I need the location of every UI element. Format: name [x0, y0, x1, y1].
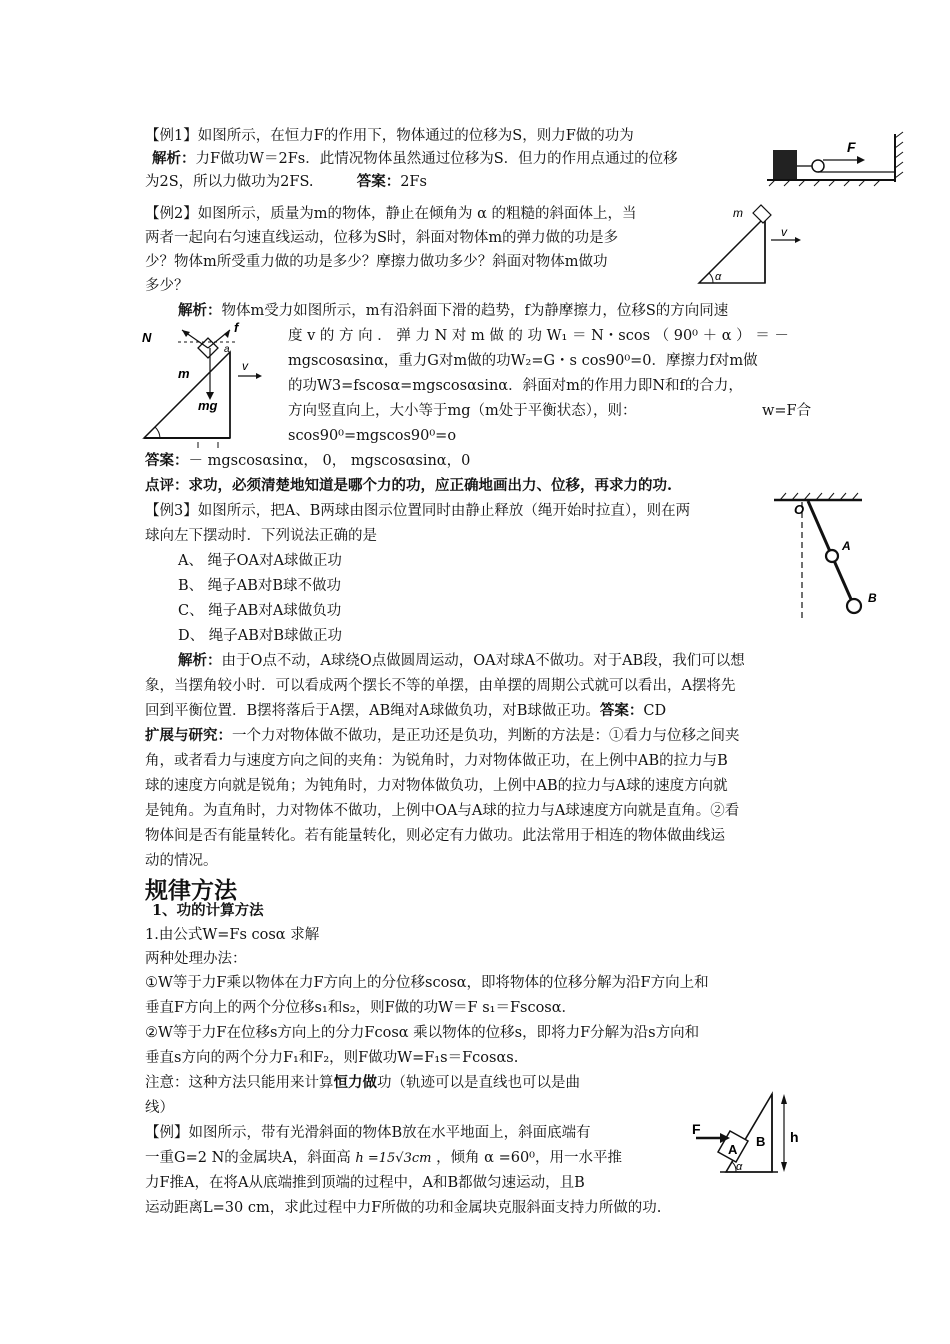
ex3-figure: [768, 488, 893, 628]
angle-label: α: [736, 1161, 743, 1173]
ex2-solution-1: [178, 300, 728, 322]
angle-mark-label: a: [224, 344, 230, 355]
ex1-question: 【例1】如图所示，在恒力F的作用下，物体通过的位移为S，则力F做的功为: [145, 128, 634, 144]
ex2-question-4: 多少？: [145, 278, 189, 294]
answer-label: 答案：: [356, 173, 401, 190]
method-line-2: 两种处理办法：: [145, 951, 247, 967]
velocity-label: v: [781, 225, 787, 239]
method-line-6: 垂直s方向的两个分力F₁和F₂，则F做功W=F₁s＝Fcosαs.: [145, 1050, 519, 1066]
body-b-label: B: [756, 1134, 766, 1149]
ex4-question-2: [145, 1147, 622, 1170]
ext-text: 一个力对物体做不做功，是正功还是负功，判断的方法是：①看力与位移之间夹: [232, 728, 740, 744]
ex4-figure: [690, 1090, 830, 1180]
ex3-option-b: B、 绳子AB对B球不做功: [178, 578, 342, 594]
method-line-3: ①W等于力F乘以物体在力F方向上的分位移scosα，即将物体的位移分解为沿F方向上和: [145, 975, 709, 991]
height-label: h: [790, 1129, 799, 1145]
force-label: F: [692, 1121, 701, 1137]
ex2-answer: [145, 450, 470, 472]
ex3-option-c: C、 绳子AB对A球做负功: [178, 603, 342, 619]
answer-label: 答案：: [145, 452, 189, 469]
question-text: ，倾角 α =60⁰，用一水平推: [436, 1150, 622, 1166]
velocity-label: v: [242, 359, 248, 373]
ex2-question-3: 少？物体m所受重力做的功是多少？摩擦力做功多少？斜面对物体m做功: [145, 254, 608, 270]
angle-label: α: [715, 271, 722, 283]
ex4-question-4: 运动距离L=30 cm，求此过程中力F所做的功和金属块克服斜面支持力所做的功.: [145, 1200, 662, 1216]
answer-text: － mgscosαsinα， 0， mgscosαsinα，0: [188, 453, 471, 469]
ex3-solution-1: [178, 650, 745, 672]
note-line-2: 线）: [145, 1100, 174, 1116]
solution-label: 解析：: [178, 652, 222, 669]
note-text: 功（轨迹可以是直线也可以是曲: [377, 1075, 580, 1091]
ex3-option-a: A、 绳子OA对A球做正功: [178, 553, 342, 569]
ex2-comment: 点评：求功，必须清楚地知道是哪个力的功，应正确地画出力、位移，再求力的功.: [145, 477, 673, 494]
ext-line-3: 球的速度方向就是锐角；为钝角时，力对物体做负功，上例中AB的拉力与A球的速度方向就: [145, 778, 728, 794]
method-line-5: ②W等于力F在位移s方向上的分力Fcosα 乘以物体的位移s，即将力F分解为沿s方向和: [145, 1025, 700, 1041]
ex2-solution-5: 方向竖直向上，大小等于mg（m处于平衡状态），则：: [288, 403, 637, 419]
ex2-solution-6: scos90⁰=mgscos90⁰=o: [288, 428, 457, 444]
solution-text: 回到平衡位置．B摆将落后于A摆，AB绳对A球做负功，对B球做正功。: [145, 703, 600, 719]
ex2-solution-2: 度 v 的 方 向 ． 弹 力 N 对 m 做 的 功 W₁ ＝ N・scos （ 90⁰ ＋ α ） ＝ －: [288, 328, 789, 344]
method-line-1: 1.由公式W=Fs cosα 求解: [145, 927, 320, 943]
solution-label: 解析：: [178, 302, 222, 319]
ex1-figure: [765, 128, 915, 190]
ball-a-label: A: [842, 539, 851, 553]
ex2-question-2: 两者一起向右匀速直线运动，位移为S时，斜面对物体m的弹力做的功是多: [145, 230, 619, 246]
block-a-label: A: [728, 1142, 738, 1157]
answer-text: CD: [643, 703, 667, 719]
ex2-force-figure: [138, 320, 283, 450]
solution-text: 物体m受力如图所示，m有沿斜面下滑的趋势，f为静摩擦力，位移S的方向同速: [221, 303, 729, 319]
ex2-solution-4: 的功W3=fscosα=mgscosαsinα．斜面对m的作用力即N和f的合力，: [288, 378, 743, 394]
ex4-question-3: 力F推A，在将A从底端推到顶端的过程中，A和B都做匀速运动，且B: [145, 1175, 585, 1191]
ex3-question-2: 球向左下摆动时．下列说法正确的是: [145, 528, 377, 544]
mass-label: m: [733, 206, 743, 220]
ex3-option-d: D、 绳子AB对B球做正功: [178, 628, 343, 644]
answer-text: 2Fs: [400, 174, 427, 190]
note-line-1: [145, 1072, 580, 1094]
ext-line-5: 物体间是否有能量转化。若有能量转化，则必定有力做功。此法常用于相连的物体做曲线运: [145, 828, 725, 844]
friction-label: f: [234, 320, 239, 335]
ext-line-2: 角，或者看力与速度方向之间的夹角：为锐角时，力对物体做正功，在上例中AB的拉力与B: [145, 753, 728, 769]
ex4-question-1: 【例】如图所示，带有光滑斜面的物体B放在水平地面上，斜面底端有: [145, 1125, 591, 1141]
ex1-solution: [152, 148, 678, 170]
ext-line-6: 动的情况。: [145, 853, 218, 869]
solution-text: 由于O点不动，A球绕O点做圆周运动，OA对球A不做功。对于AB段，我们可以想: [221, 653, 745, 669]
question-text: 一重G=2 N的金属块A，斜面高: [145, 1150, 351, 1166]
section-heading: 规律方法: [145, 878, 237, 904]
note-emphasis: 恒力做: [333, 1074, 377, 1091]
ex2-figure: [695, 195, 815, 290]
solution-text: 为2S，所以力做功为2FS.: [145, 174, 314, 190]
ball-b-label: B: [868, 591, 877, 605]
ex2-solution-5-right: w=F合: [762, 403, 812, 419]
gravity-label: mg: [198, 398, 218, 413]
ex2-solution-3: mgscosαsinα，重力G对m做的功W₂=G・s cos90⁰=0．摩擦力f对m做: [288, 353, 758, 369]
ex1-solution-cont: [145, 171, 427, 193]
answer-label: 答案：: [599, 702, 644, 719]
method-line-4: 垂直F方向上的两个分位移s₁和s₂，则F做的功W＝F s₁＝Fscosα．: [145, 1000, 577, 1016]
force-label: F: [847, 139, 856, 155]
ex2-question-1: 【例2】如图所示，质量为m的物体，静止在倾角为 α 的粗糙的斜面体上，当: [145, 206, 637, 222]
solution-label: 解析：: [152, 150, 196, 167]
pivot-label: O: [794, 502, 805, 517]
ex3-solution-3: [145, 700, 666, 722]
ext-line-1: [145, 725, 740, 747]
solution-text: 力F做功W＝2Fs．此情况物体虽然通过位移为S．但力的作用点通过的位移: [195, 151, 678, 167]
ex3-solution-2: 象，当摆角较小时．可以看成两个摆长不等的单摆，由单摆的周期公式就可以看出，A摆将先: [145, 678, 736, 694]
height-formula: h =15√3cm: [355, 1151, 432, 1166]
subsection-heading: 1、功的计算方法: [152, 902, 264, 919]
ext-label: 扩展与研究：: [145, 727, 232, 744]
normal-force-label: N: [142, 330, 152, 345]
ext-line-4: 是钝角。为直角时，力对物体不做功，上例中OA与A球的拉力与A球速度方向就是直角。②看: [145, 803, 740, 819]
mass-label: m: [178, 366, 190, 381]
note-text: 注意：这种方法只能用来计算: [145, 1075, 334, 1091]
ex3-question-1: 【例3】如图所示，把A、B两球由图示位置同时由静止释放（绳开始时拉直），则在两: [145, 503, 691, 519]
